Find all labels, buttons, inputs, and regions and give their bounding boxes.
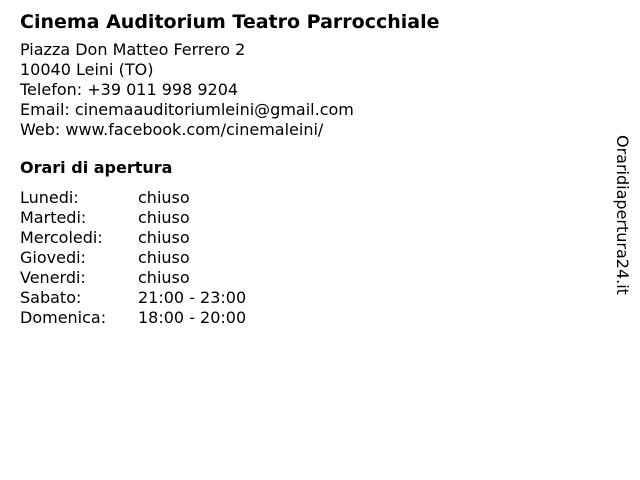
hours-row [20,268,600,288]
site-watermark: Oraridiapertura24.it [613,135,632,295]
hours-value: 21:00 - 23:00 [138,288,247,307]
hours-day-label: Domenica: [20,308,107,327]
hours-value: 18:00 - 20:00 [138,308,247,327]
hours-day-label: Mercoledi: [20,228,103,247]
hours-row [20,288,600,308]
hours-value: chiuso [138,188,190,207]
street-address: Piazza Don Matteo Ferrero 2 [20,40,246,59]
hours-day-label: Sabato: [20,288,82,307]
hours-day-label: Martedi: [20,208,87,227]
website-line: Web: www.facebook.com/cinemaleini/ [20,120,324,139]
phone-line: Telefon: +39 011 998 9204 [20,80,239,99]
opening-hours-table [20,188,600,328]
hours-day-label: Lunedi: [20,188,79,207]
business-name: Cinema Auditorium Teatro Parrocchiale [20,11,440,33]
hours-row [20,248,600,268]
hours-value: chiuso [138,268,190,287]
hours-row [20,308,600,328]
hours-row [20,188,600,208]
hours-value: chiuso [138,208,190,227]
hours-day-label: Giovedi: [20,248,86,267]
email-line: Email: cinemaauditoriumleini@gmail.com [20,100,354,119]
hours-value: chiuso [138,248,190,267]
business-card [20,9,600,328]
hours-day-label: Venerdi: [20,268,86,287]
contact-block [20,40,600,140]
hours-value: chiuso [138,228,190,247]
city-line: 10040 Leini (TO) [20,60,154,79]
hours-row [20,208,600,228]
hours-row [20,228,600,248]
opening-hours-title: Orari di apertura [20,158,173,177]
